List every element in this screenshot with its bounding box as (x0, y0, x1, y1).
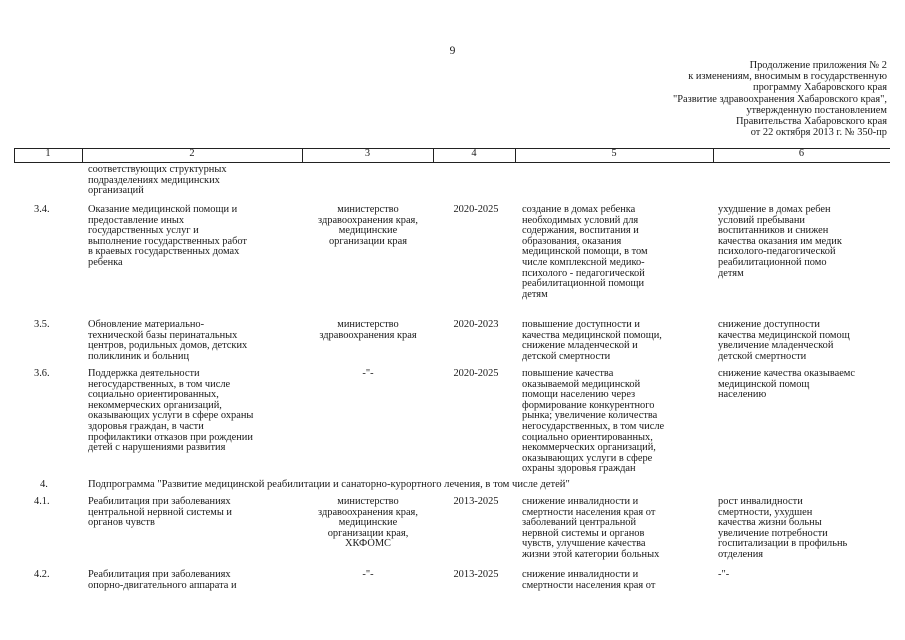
appendix-line: к изменениям, вносимым в государственную (688, 71, 887, 83)
expected-result: создание в домах ребенка необходимых условий для содержания, воспитания и образования, оказания медицинской помощи, в том числе комплексной медико- психолого - педагогической реабилитационной помощи детям (522, 204, 648, 300)
table-header-row (14, 148, 890, 162)
consequence: рост инвалидности смертности, ухудшен качества жизни больны увеличение потребности госпитализации в профильнь отделения (718, 496, 848, 560)
consequence: ухудшение в домах ребен условий пребывани воспитанников и снижен качества оказания им медик психолого-педагогической реабилитационной помо детям (718, 204, 842, 279)
appendix-line: программу Хабаровского края (753, 82, 887, 94)
expected-result: повышение доступности и качества медицинской помощи, снижение младенческой и детской смертности (522, 319, 662, 362)
column-header: 4 (471, 148, 477, 159)
executor: министерство здравоохранения края, медицинские организации края, ХКФОМС (318, 496, 418, 550)
consequence: снижение доступности качества медицинской помощ увеличение младенческой детской смертности (718, 319, 850, 362)
row-number: 4.1. (34, 496, 50, 507)
appendix-line: "Развитие здравоохранения Хабаровского края", (672, 93, 887, 105)
appendix-header (587, 60, 887, 138)
executor: -"- (362, 569, 374, 580)
appendix-line: Продолжение приложения № 2 (749, 60, 887, 71)
expected-result: снижение инвалидности и смертности населения края от (522, 569, 656, 591)
column-header: 5 (611, 148, 617, 159)
column-header: 3 (364, 148, 371, 159)
subprogram-number: 4. (40, 479, 48, 490)
column-header: 1 (45, 148, 51, 159)
executor: министерство здравоохранения края (319, 319, 417, 341)
column-header: 6 (798, 148, 805, 159)
continuation-text: соответствующих структурных подразделениях медицинских организаций (88, 164, 227, 197)
period: 2013-2025 (453, 496, 499, 507)
expected-result: повышение качества оказываемой медицинской помощи населению через формирование конкурентного рынка; увеличение количества негосударственных, в том числе социально ориентированных, некоммерческих организаций, оказывающих услуги в сфере охраны здоровья граждан (522, 368, 665, 475)
appendix-line: от 22 октября 2013 г. № 350-пр (750, 127, 887, 139)
measure-name: Поддержка деятельности негосударственных, в том числе социально ориентированных, некоммерческих организаций, оказывающих услуги в сфере охраны здоровья граждан, в части профилактики отказов при рождении детей с нарушениями развития (88, 368, 254, 454)
measure-name: Реабилитация при заболеваниях опорно-двигательного аппарата и (88, 569, 237, 591)
row-number: 3.6. (34, 368, 50, 379)
period: 2020-2025 (453, 204, 499, 215)
measure-name: Обновление материально- технической базы перинатальных центров, родильных домов, детских поликлиник и больниц (88, 319, 248, 362)
period: 2020-2025 (453, 368, 499, 379)
page-number: 9 (449, 45, 456, 57)
measure-name: Оказание медицинской помощи и предоставление иных государственных услуг и выполнение государственных работ в краевых государственных домах ребенка (88, 204, 247, 268)
period: 2013-2025 (453, 569, 499, 580)
measure-name: Реабилитация при заболеваниях центральной нервной системы и органов чувств (88, 496, 232, 529)
executor: -"- (362, 368, 374, 379)
consequence: снижение качества оказываемс медицинской помощ населению (718, 368, 855, 401)
subprogram-title: Подпрограмма "Развитие медицинской реабилитации и санаторно-курортного лечения, в том числе детей" (88, 479, 570, 490)
row-number: 3.4. (34, 204, 50, 215)
column-header: 2 (189, 148, 195, 159)
row-number: 4.2. (34, 569, 50, 580)
executor: министерство здравоохранения края, медицинские организации края (318, 204, 418, 247)
period: 2020-2023 (453, 319, 499, 330)
consequence: -"- (718, 569, 730, 580)
appendix-line: утвержденную постановлением (746, 104, 887, 116)
expected-result: снижение инвалидности и смертности населения края от заболеваний центральной нервной системы и органов чувств, улучшение качества жизни этой категории больных (522, 496, 660, 560)
appendix-line: Правительства Хабаровского края (736, 116, 887, 128)
table-header-bottom-border (14, 162, 890, 163)
row-number: 3.5. (34, 319, 50, 330)
